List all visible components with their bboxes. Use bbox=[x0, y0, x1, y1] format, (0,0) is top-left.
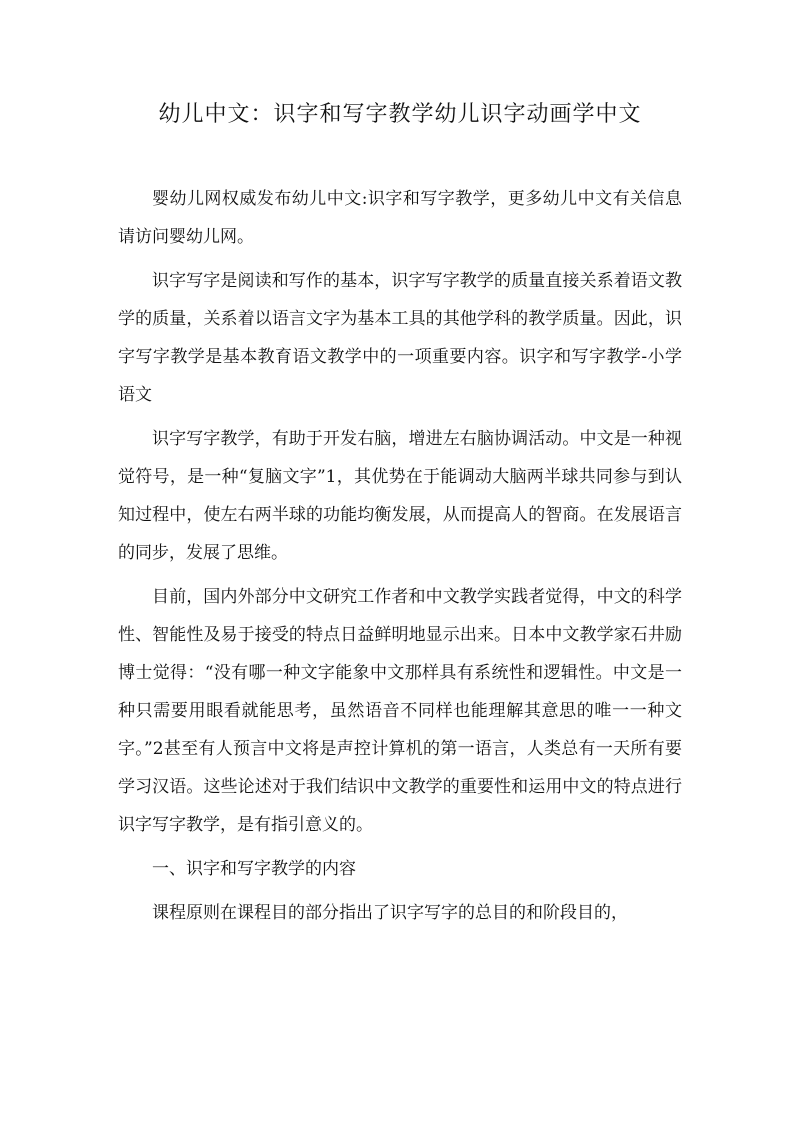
paragraph-research: 目前，国内外部分中文研究工作者和中文教学实践者觉得，中文的科学性、智能性及易于接受的特点日益鲜明地显示出来。日本中文教学家石井励博士觉得：“没有哪一种文字能象中文那样具有系统性和逻辑性。中文是一种只需要用眼看就能思考，虽然语音不同样也能理解其意思的唯一一种文字。”2甚至有人预言中文将是声控计算机的第一语言，人类总有一天所有要学习汉语。这些论述对于我们结识中文教学的重要性和运用中文的特点进行识字写字教学，是有指引意义的。 bbox=[118, 587, 682, 835]
section-heading: 一、识字和写字教学的内容 bbox=[152, 859, 356, 879]
paragraph-curriculum: 课程原则在课程目的部分指出了识字写字的总目的和阶段目的， bbox=[152, 903, 628, 923]
paragraph-intro: 婴幼儿网权威发布幼儿中文:识字和写字教学，更多幼儿中文有关信息请访问婴幼儿网。 bbox=[118, 189, 682, 247]
paragraph-importance: 识字写字是阅读和写作的基本，识字写字教学的质量直接关系着语文教学的质量，关系着以语言文字为基本工具的其他学科的教学质量。因此，识字写字教学是基本教育语文教学中的一项重要内容。识字和写字教学-小学语文 bbox=[118, 271, 682, 405]
document-title: 幼儿中文：识字和写字教学幼儿识字动画学中文 bbox=[158, 102, 642, 127]
document-body bbox=[118, 180, 682, 938]
paragraph-brain: 识字写字教学，有助于开发右脑，增进左右脑协调活动。中文是一种视觉符号，是一种“复脑文字”1，其优势在于能调动大脑两半球共同参与到认知过程中，使左右两半球的功能均衡发展，从而提高人的智商。在发展语言的同步，发展了思维。 bbox=[118, 429, 682, 563]
